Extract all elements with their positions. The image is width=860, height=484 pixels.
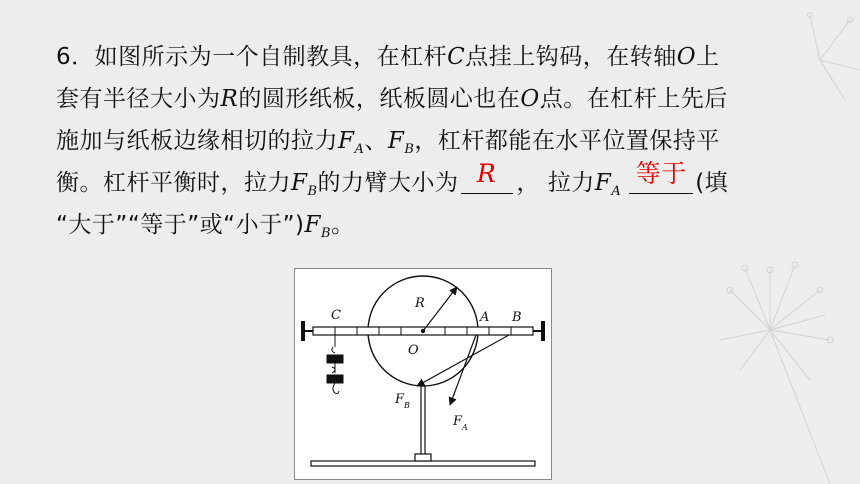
- left-end-stop: [301, 321, 305, 341]
- text-segment: 施加与纸板边缘相切的拉力: [56, 128, 338, 154]
- text-segment: 如图所示为一个自制教具，在杠杆: [94, 44, 448, 70]
- force-subscript-b: B: [404, 142, 415, 157]
- text-segment: (填: [695, 170, 729, 196]
- text-segment: “大于”“等于”或“小于”): [56, 212, 305, 238]
- force-subscript-b: B: [320, 226, 331, 241]
- question-line-4: [56, 159, 816, 204]
- question-text: [56, 36, 816, 246]
- text-segment: 上: [696, 44, 720, 70]
- label-a: A: [480, 310, 490, 325]
- question-line-2: [56, 78, 816, 120]
- force-symbol: F: [291, 170, 308, 196]
- label-fb-sub: B: [404, 401, 410, 410]
- answer-2: 等于: [635, 159, 687, 188]
- force-symbol: F: [594, 170, 612, 196]
- stand-foot: [415, 454, 431, 461]
- text-segment: 套有半径大小为: [56, 86, 221, 112]
- label-b: B: [512, 310, 522, 325]
- text-segment: 的圆形纸板，纸板圆心也在: [238, 86, 521, 112]
- force-subscript-b: B: [307, 184, 318, 199]
- point-c-symbol: C: [447, 44, 466, 70]
- text-segment: ，杠杆都能在水平位置保持平: [414, 128, 720, 154]
- question-line-1: [56, 36, 816, 78]
- label-fb: F: [395, 392, 405, 407]
- stand-base: [311, 461, 535, 466]
- text-segment: 点。在杠杆上先后: [539, 86, 728, 112]
- text-segment: 的力臂大小为: [317, 170, 459, 196]
- text-segment: ， 拉力: [516, 170, 595, 196]
- text-segment: 衡。杠杆平衡时，拉力: [56, 170, 291, 196]
- radius-symbol: R: [220, 86, 239, 112]
- force-symbol: F: [338, 128, 355, 154]
- question-number: 6．: [56, 44, 95, 70]
- text-segment: 、: [364, 128, 388, 154]
- center-o-symbol: O: [520, 86, 540, 112]
- hook-weights: [327, 335, 343, 394]
- question-line-5: [56, 204, 816, 246]
- text-segment: 点挂上钩码，在转轴: [465, 44, 677, 70]
- text-segment: 。: [331, 212, 355, 238]
- axis-o-symbol: O: [676, 44, 697, 70]
- label-r: R: [415, 296, 425, 311]
- label-c: C: [331, 308, 341, 323]
- label-o: O: [408, 343, 419, 358]
- force-subscript-a: A: [354, 142, 365, 157]
- question-line-3: [56, 120, 816, 162]
- answer-blank-1[interactable]: [461, 159, 513, 194]
- lever-figure: [294, 268, 552, 480]
- label-fa: F: [453, 414, 463, 429]
- force-symbol: F: [387, 128, 405, 154]
- force-subscript-a: A: [611, 184, 622, 199]
- label-fa-sub: A: [462, 423, 468, 432]
- answer-1: R: [476, 159, 497, 188]
- lever-diagram: [295, 269, 551, 479]
- right-end-stop: [541, 321, 545, 341]
- answer-blank-2[interactable]: [629, 159, 693, 194]
- force-symbol: F: [304, 212, 321, 238]
